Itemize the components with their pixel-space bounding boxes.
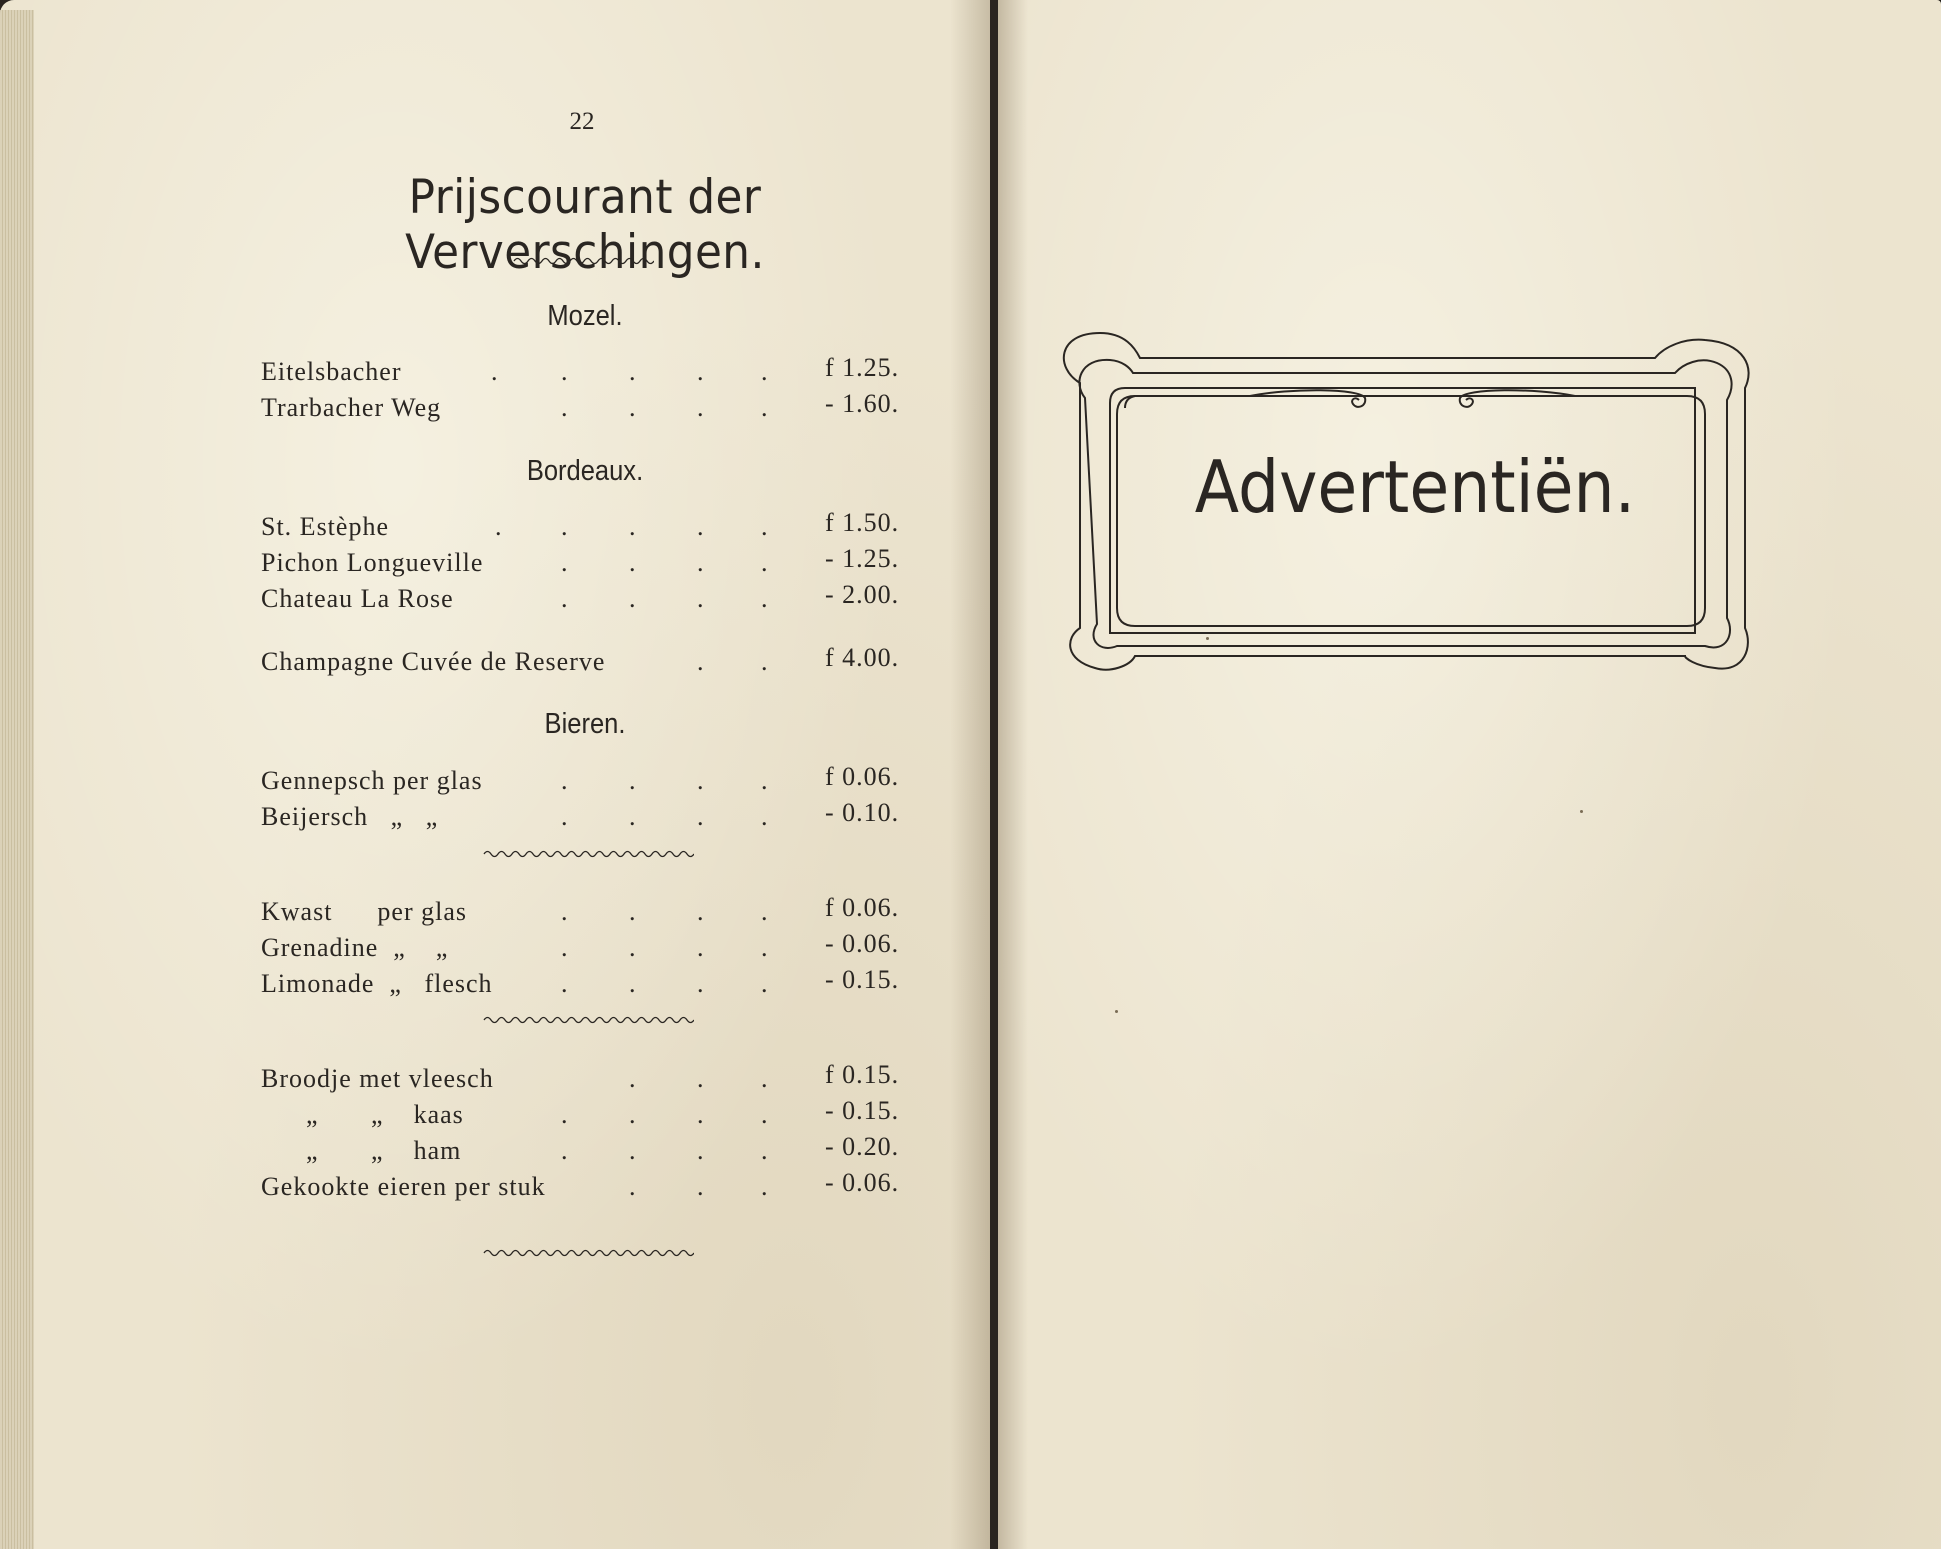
item-price: - 0.15. (825, 1096, 900, 1125)
price-row: Trarbacher Weg . . . . - 1.60. (261, 389, 900, 422)
item-name: „ „ kaas (261, 1100, 464, 1129)
section-heading-bordeaux: Bordeaux. (526, 455, 644, 487)
item-name: Eitelsbacher (261, 357, 402, 386)
item-name: Gekookte eieren per stuk (261, 1172, 546, 1201)
price-row: Chateau La Rose . . . . - 2.00. (261, 580, 900, 613)
price-row: Gennepsch per glas . . . . f 0.06. (261, 762, 900, 795)
item-price: f 0.06. (825, 893, 900, 922)
right-page (998, 0, 1941, 1549)
paper-speck (1206, 637, 1209, 640)
price-row: „ „ kaas . . . . - 0.15. (261, 1096, 900, 1129)
price-row: St. Estèphe . . . . . f 1.50. (261, 508, 900, 541)
item-price: - 0.06. (825, 1168, 900, 1197)
advertisements-title: Advertentiën. (1194, 445, 1636, 529)
item-name: „ „ ham (261, 1136, 462, 1165)
price-row: Pichon Longueville . . . . - 1.25. (261, 544, 900, 577)
gutter-shadow (998, 0, 1028, 1549)
item-price: - 0.06. (825, 929, 900, 958)
price-row: Eitelsbacher . . . . . f 1.25. (261, 353, 900, 386)
price-row: Grenadine „ „ . . . . - 0.06. (261, 929, 900, 962)
page-title: Prijscourant der Ververschingen. (405, 170, 765, 280)
paper-speck (1580, 810, 1583, 813)
item-price: f 4.00. (825, 643, 900, 672)
item-price: f 0.06. (825, 762, 900, 791)
item-name: St. Estèphe (261, 512, 389, 541)
closing-ornament (482, 1247, 694, 1259)
item-price: f 1.25. (825, 353, 900, 382)
item-price: f 0.15. (825, 1060, 900, 1089)
item-name: Grenadine „ „ (261, 933, 449, 962)
item-name: Pichon Longueville (261, 548, 484, 577)
item-price: - 2.00. (825, 580, 900, 609)
price-row: Gekookte eieren per stuk . . . - 0.06. (261, 1168, 900, 1201)
item-name: Champagne Cuvée de Reserve (261, 647, 606, 676)
item-price: f 1.50. (825, 508, 900, 537)
item-price: - 0.10. (825, 798, 900, 827)
item-name: Limonade „ flesch (261, 969, 493, 998)
price-row: Beijersch „ „ . . . . - 0.10. (261, 798, 900, 831)
item-price: - 0.20. (825, 1132, 900, 1161)
section-heading-mozel: Mozel. (547, 300, 623, 332)
item-price: - 1.60. (825, 389, 900, 418)
item-price: - 0.15. (825, 965, 900, 994)
item-name: Gennepsch per glas (261, 766, 483, 795)
item-name: Trarbacher Weg (261, 393, 442, 422)
item-price: - 1.25. (825, 544, 900, 573)
item-name: Chateau La Rose (261, 584, 454, 613)
section-ornament (482, 848, 694, 860)
gutter-shadow (950, 0, 990, 1549)
title-ornament (512, 255, 654, 267)
price-row: Champagne Cuvée de Reserve . . f 4.00. (261, 643, 900, 676)
page-number: 22 (569, 108, 595, 135)
item-name: Broodje met vleesch (261, 1064, 494, 1093)
page-edges (0, 10, 34, 1549)
price-row: Broodje met vleesch . . . f 0.15. (261, 1060, 900, 1093)
price-row: „ „ ham . . . . - 0.20. (261, 1132, 900, 1165)
price-row: Limonade „ flesch . . . . - 0.15. (261, 965, 900, 998)
price-row: Kwast per glas . . . . f 0.06. (261, 893, 900, 926)
section-heading-bieren: Bieren. (544, 708, 626, 740)
item-name: Beijersch „ „ (261, 802, 439, 831)
item-name: Kwast per glas (261, 897, 468, 926)
section-ornament (482, 1014, 694, 1026)
paper-speck (1115, 1010, 1118, 1013)
